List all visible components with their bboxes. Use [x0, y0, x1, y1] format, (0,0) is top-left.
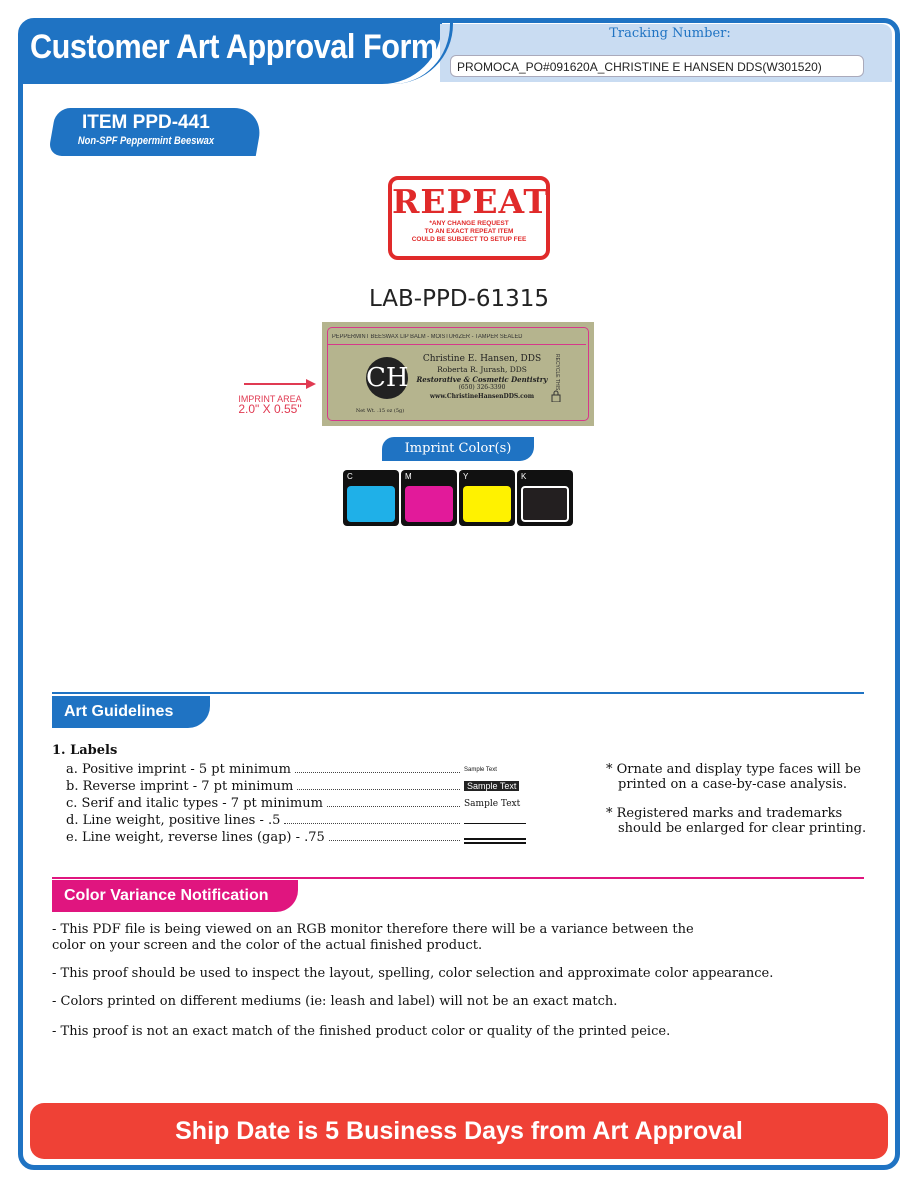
guideline-row — [66, 830, 464, 845]
swatch-yellow — [459, 470, 515, 526]
imprint-area-label: IMPRINT AREA — [238, 394, 302, 404]
imprint-arrow-icon — [244, 378, 316, 390]
label-name-2: Roberta R. Jurash, DDS — [437, 365, 527, 374]
color-variance-rule — [52, 877, 864, 879]
swatch-fill — [405, 486, 453, 522]
imprint-area — [222, 394, 318, 414]
swatch-letter: C — [347, 472, 353, 481]
swatch-fill — [463, 486, 511, 522]
monogram-logo: CH — [366, 357, 408, 399]
color-variance-item: - Colors printed on different mediums (ie: leash and label) will not be an exact match. — [52, 994, 618, 1009]
guideline-row — [66, 796, 464, 811]
item-description: Non-SPF Peppermint Beeswax — [77, 135, 215, 147]
guideline-note: * Ornate and display type faces will be printed on a case-by-case analysis. — [606, 762, 861, 792]
label-top-line: PEPPERMINT BEESWAX LIP BALM - MOISTURIZER - TAMPER SEALED — [332, 334, 523, 340]
swatch-cyan — [343, 470, 399, 526]
item-code: ITEM PPD-441 — [82, 112, 210, 133]
guideline-row — [66, 779, 464, 794]
repeat-word: REPEAT — [392, 182, 549, 221]
sample-reverse-line — [464, 838, 526, 844]
sample-serif-7pt: Sample Text — [464, 799, 521, 809]
label-name-1: Christine E. Hansen, DDS — [422, 354, 542, 364]
art-guidelines-heading: Art Guidelines — [52, 696, 210, 728]
repeat-note-1: *ANY CHANGE REQUEST — [429, 220, 509, 227]
guideline-text: a. Positive imprint - 5 pt minimum — [66, 762, 291, 777]
lab-code: LAB-PPD-61315 — [368, 286, 550, 312]
ship-date-banner: Ship Date is 5 Business Days from Art Approval — [30, 1103, 888, 1159]
swatch-letter: M — [405, 472, 412, 481]
swatch-black — [517, 470, 573, 526]
guideline-note: * Registered marks and trademarks should be enlarged for clear printing. — [606, 806, 867, 836]
swatch-fill — [521, 486, 569, 522]
swatch-letter: Y — [463, 472, 469, 481]
color-variance-item: - This PDF file is being viewed on an RGB monitor therefore there will be a variance between the color on your screen and the color of the actual finished product. — [52, 922, 694, 953]
tracking-number-field: PROMOCA_PO#091620A_CHRISTINE E HANSEN DDS(W301520) — [450, 55, 864, 77]
repeat-stamp — [388, 176, 550, 260]
sample-reverse-7pt: Sample Text — [464, 781, 519, 791]
label-divider — [328, 344, 586, 345]
lock-icon — [551, 390, 561, 402]
guideline-text: e. Line weight, reverse lines (gap) - .75 — [66, 830, 325, 845]
page-title: Customer Art Approval Form — [30, 28, 438, 66]
label-side-text: RECYCLE THIS — [554, 354, 560, 391]
repeat-note-2: TO AN EXACT REPEAT ITEM — [424, 228, 514, 235]
guideline-text: d. Line weight, positive lines - .5 — [66, 813, 281, 828]
sample-positive-line — [464, 823, 526, 824]
leader-dots — [327, 796, 460, 807]
repeat-note-3: COULD BE SUBJECT TO SETUP FEE — [411, 236, 527, 243]
imprint-colors-heading: Imprint Color(s) — [382, 437, 534, 461]
imprint-area-size: 2.0" X 0.55" — [238, 402, 302, 416]
labels-heading: 1. Labels — [52, 743, 118, 758]
color-variance-item: - This proof is not an exact match of the finished product color or quality of the printed peice. — [52, 1024, 671, 1039]
color-variance-heading: Color Variance Notification — [52, 880, 298, 912]
label-net-weight: Net Wt. .15 oz (5g) — [355, 408, 405, 414]
guideline-text: b. Reverse imprint - 7 pt minimum — [66, 779, 294, 794]
leader-dots — [284, 813, 460, 824]
leader-dots — [329, 830, 460, 841]
guideline-text: c. Serif and italic types - 7 pt minimum — [66, 796, 323, 811]
color-variance-item: - This proof should be used to inspect the layout, spelling, color selection and approximate color appearance. — [52, 966, 774, 981]
leader-dots — [295, 762, 460, 773]
swatch-letter: K — [521, 472, 527, 481]
label-phone: (650) 326-3390 — [458, 384, 506, 391]
tracking-label: Tracking Number: — [609, 26, 731, 41]
swatch-fill — [347, 486, 395, 522]
leader-dots — [297, 779, 460, 790]
art-guidelines-rule — [52, 692, 864, 694]
swatch-magenta — [401, 470, 457, 526]
sample-positive-5pt: Sample Text — [464, 767, 497, 773]
label-practice: Restorative & Cosmetic Dentistry — [416, 375, 548, 384]
label-website: www.ChristineHansenDDS.com — [429, 393, 535, 400]
guideline-row — [66, 762, 464, 777]
guideline-row — [66, 813, 464, 828]
